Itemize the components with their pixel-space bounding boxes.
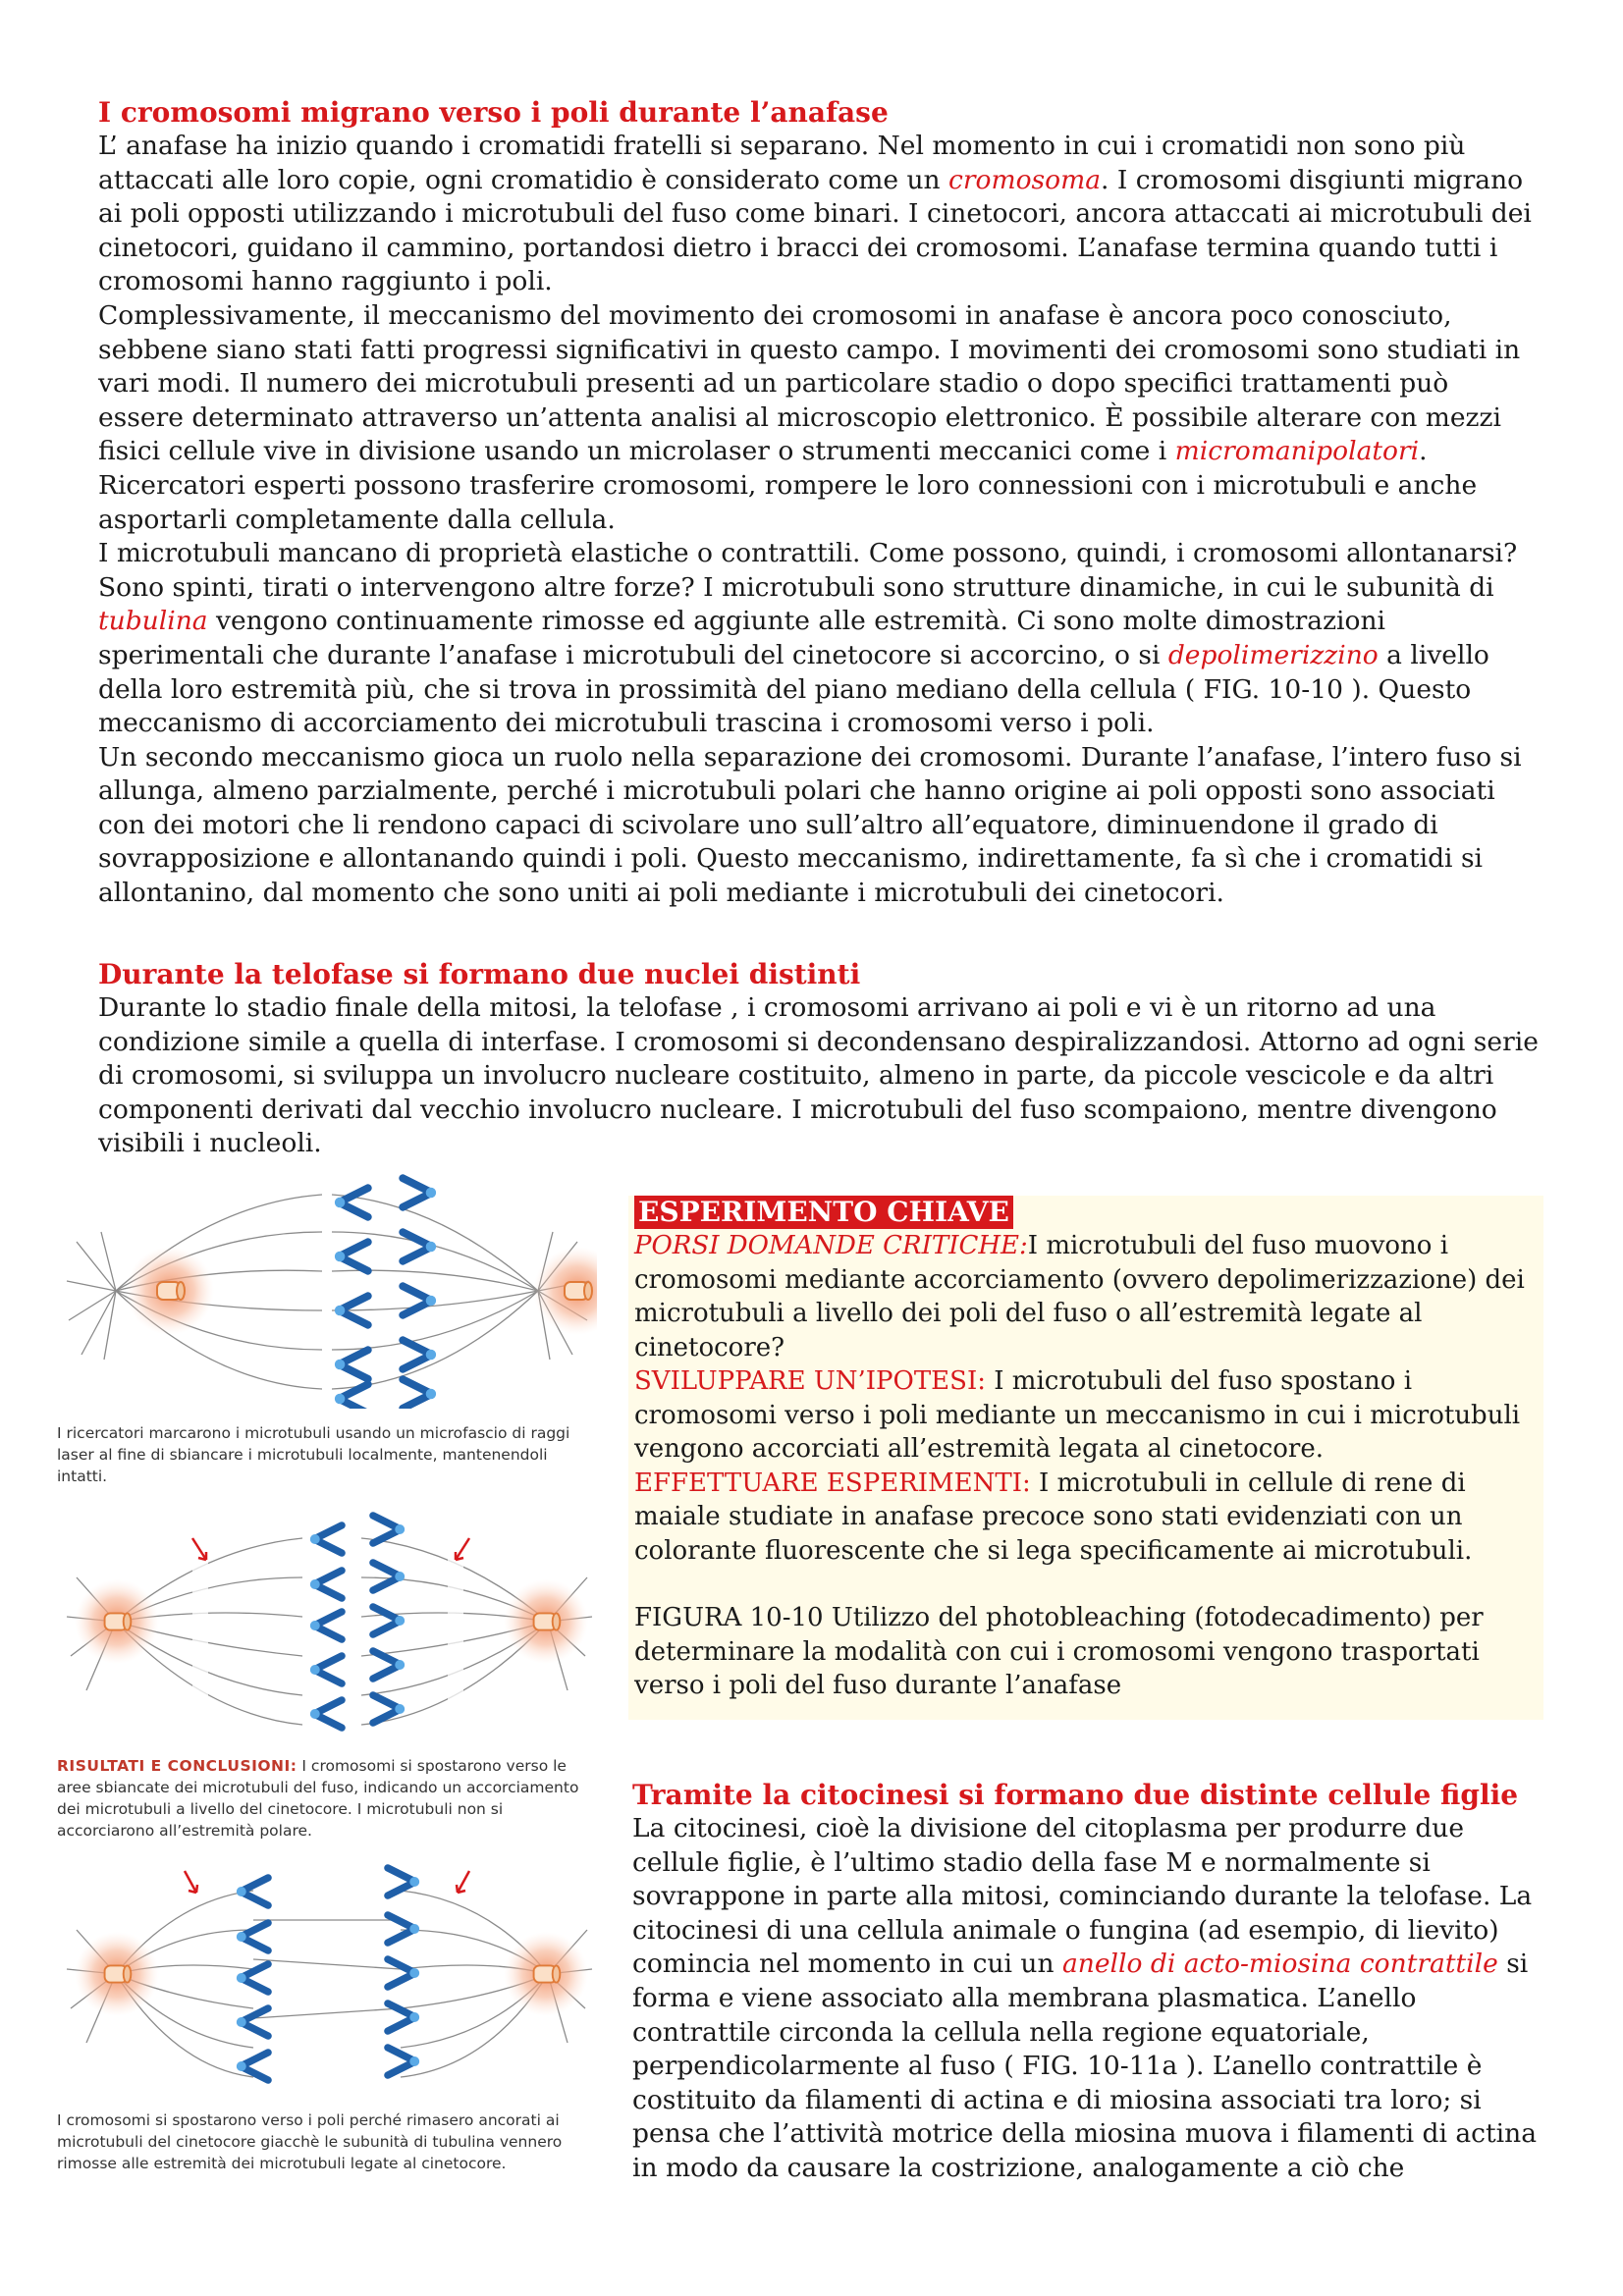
text: a livello della loro estremità più, che si trova in prossimità del piano mediano della cellula ( FIG. 10-10 ). Questo meccanismo di accorciamento dei microtubuli trascina i cromosomi verso i poli. [98, 639, 1489, 739]
term-micromanipolatori: micromanipolatori [1174, 436, 1420, 467]
heading-telofase: Durante la telofase si formano due nuclei distinti [98, 958, 861, 990]
text: I cromosomi si spostarono verso le aree sbiancate dei microtubuli del fuso, indicando un accorciamento dei microtubuli a livello del cinetocore. I microtubuli non si accorciarono all’estremità polare. [57, 1757, 579, 1840]
chromosomes-left [310, 1525, 342, 1728]
text: L’ anafase ha inizio quando i cromatidi fratelli si separano. Nel momento in cui i cromatidi non sono più attaccati alle loro copie, ogni cromatidio è considerato come un [98, 131, 1466, 195]
figure-caption-1: I ricercatori marcarono i microtubuli usando un microfascio di raggi laser al fine di sbiancare i microtubuli localmente, mantenendoli intatti. [57, 1424, 570, 1485]
paragraph-citocinesi [632, 1812, 1550, 2186]
results-label: RISULTATI E CONCLUSIONI: [57, 1757, 298, 1775]
section-citocinesi [632, 1779, 1550, 2186]
heading-anafase: I cromosomi migrano verso i poli durante l’anafase [98, 96, 889, 129]
paragraph-anafase-3 [98, 537, 1542, 741]
centrosome-left [126, 1247, 214, 1335]
paragraph-anafase-4: Un secondo meccanismo gioca un ruolo nella separazione dei cromosomi. Durante l’anafase, l’intero fuso si allunga, almeno parzialmente, perché i microtubuli polari che hanno origine ai poli opposti sono associati con dei motori che li rendono capaci di scivolare uno sull’altro all’equatore, diminuendone il grado di sovrapposizione e allontanando quindi i poli. Questo meccanismo, indirettamente, fa sì che i cromatidi si allontanino, dal momento che sono uniti ai poli mediante i microtubuli dei cinetocori. [98, 741, 1522, 909]
text: I microtubuli in cellule di rene di maiale studiate in anafase precoce sono stati evidenziati con un colorante fluorescente che si lega specificamente ai microtubuli. [634, 1468, 1473, 1566]
figure-10-10 [57, 1173, 597, 2174]
text: Complessivamente, il meccanismo del movimento dei cromosomi in anafase è ancora poco conosciuto, sebbene siano stati fatti progressi significativi in questo campo. I movimenti dei cromosomi sono studiati in vari modi. Il numero dei microtubuli presenti ad un particolare stadio o dopo specifici trattamenti può essere determinato attraverso un’attenta analisi al microscopio elettronico. È possibile alterare con mezzi fisici cellule vive in divisione usando un microlaser o strumenti meccanici come i [98, 299, 1521, 467]
experiment-box [628, 1196, 1543, 1720]
section-telofase [98, 958, 1542, 1161]
term-cromosoma: cromosoma [948, 164, 1102, 195]
text: La citocinesi, cioè la divisione del citoplasma per produrre due cellule figlie, è l’ultimo stadio della fase M e normalmente si sovrappone in parte alla mitosi, cominciando durante la telofase. La citocinesi di una cellula animale o fungina (ad esempio, di lievito) comincia nel momento in cui un [632, 1813, 1533, 1980]
term-depolimerizzino: depolimerizzino [1167, 639, 1379, 670]
chromosomes-left [237, 1878, 268, 2080]
text: vengono continuamente rimosse ed aggiunte alle estremità. Ci sono molte dimostrazioni sperimentali che durante l’anafase i microtubuli del cinetocore si accorcino, o si [98, 606, 1386, 670]
chromosomes-left [335, 1188, 368, 1409]
text: si forma e viene associato alla membrana plasmatica. L’anello contrattile circonda la cellula nella regione equatoriale, perpendicolarmente al fuso ( FIG. 10-11a ). L’anello contrattile è costituito da filamenti di actina e di miosina associati tra loro; si pensa che l’attività motrice della miosina muova i filamenti di actina in modo da causare la costrizione, analogamente a ciò che [632, 1949, 1538, 2183]
centrosome-right [504, 1932, 588, 2016]
centrosome-left [75, 1579, 159, 1664]
centrosome-left [75, 1932, 159, 2016]
question-label: PORSI DOMANDE CRITICHE: [634, 1231, 1028, 1260]
paragraph-anafase-2 [98, 299, 1542, 537]
text: . I cromosomi disgiunti migrano ai poli opposti utilizzando i microtubuli del fuso come binari. I cinetocori, ancora attaccati ai microtubuli dei cinetocori, guidano il cammino, portandosi dietro i bracci dei cromosomi. L’anafase termina quando tutti i cromosomi hanno raggiunto i poli. [98, 164, 1532, 297]
paragraph-telofase: Durante lo stadio finale della mitosi, la telofase , i cromosomi arrivano ai poli e vi è un ritorno ad una condizione simile a quella di interfase. I cromosomi si decondensano despiralizzandosi. Attorno ad ogni serie di cromosomi, si sviluppa un involucro nucleare costituito, almeno in parte, da piccole vescicole e da altri componenti derivati dal vecchio involucro nucleare. I microtubuli del fuso scompaiono, mentre divengono visibili i nucleoli. [98, 992, 1539, 1159]
term-anello-acto-miosina: anello di acto-miosina contrattile [1061, 1949, 1498, 1980]
chromosomes-right [388, 1868, 419, 2075]
experiment-tag: ESPERIMENTO CHIAVE [634, 1196, 1013, 1229]
hypothesis-label: SVILUPPARE UN’IPOTESI: [634, 1366, 986, 1396]
experiment-question [634, 1229, 1538, 1364]
paragraph-anafase-1 [98, 130, 1542, 299]
bleach-arrow-left [185, 1871, 197, 1893]
bleach-arrow-right [457, 1871, 469, 1893]
diagram-photobleaching [57, 1509, 597, 1739]
section-anafase [98, 96, 1542, 911]
text: I microtubuli mancano di proprietà elastiche o contrattili. Come possono, quindi, i cromosomi allontanarsi? Sono spinti, tirati o intervengono altre forze? I microtubuli sono strutture dinamiche, in cui le subunità di [98, 538, 1518, 603]
term-tubulina: tubulina [98, 606, 208, 637]
diagram-early-anaphase [57, 1173, 597, 1409]
figure-10-10-caption: FIGURA 10-10 Utilizzo del photobleaching (fotodecadimento) per determinare la modalità con cui i cromosomi vengono trasportati verso i poli del fuso durante l’anafase [634, 1603, 1484, 1700]
text: I microtubuli del fuso spostano i cromosomi verso i poli mediante un meccanismo in cui i microtubuli vengono accorciati all’estremità legata al cinetocore. [634, 1366, 1521, 1464]
heading-citocinesi: Tramite la citocinesi si formano due distinte cellule figlie [632, 1779, 1519, 1811]
figure-caption-3: I cromosomi si spostarono verso i poli perché rimasero ancorati ai microtubuli del cinetocore giacchè le subunità di tubulina vennero rimosse alle estremità dei microtubuli legate al cinetocore. [57, 2111, 563, 2172]
centrosome-right [504, 1579, 588, 1664]
diagram-result [57, 1861, 597, 2092]
experiment-method [634, 1467, 1538, 1569]
text: I microtubuli del fuso muovono i cromosomi mediante accorciamento (ovvero depolimerizzazione) dei microtubuli a livello dei poli del fuso o all’estremità legate al cinetocore? [634, 1231, 1525, 1362]
text: . Ricercatori esperti possono trasferire cromosomi, rompere le loro connessioni con i microtubuli e anche asportarli completamente dalla cellula. [98, 436, 1478, 535]
figure-caption-2 [57, 1755, 597, 1842]
experiment-hypothesis [634, 1364, 1538, 1467]
method-label: EFFETTUARE ESPERIMENTI: [634, 1468, 1031, 1498]
